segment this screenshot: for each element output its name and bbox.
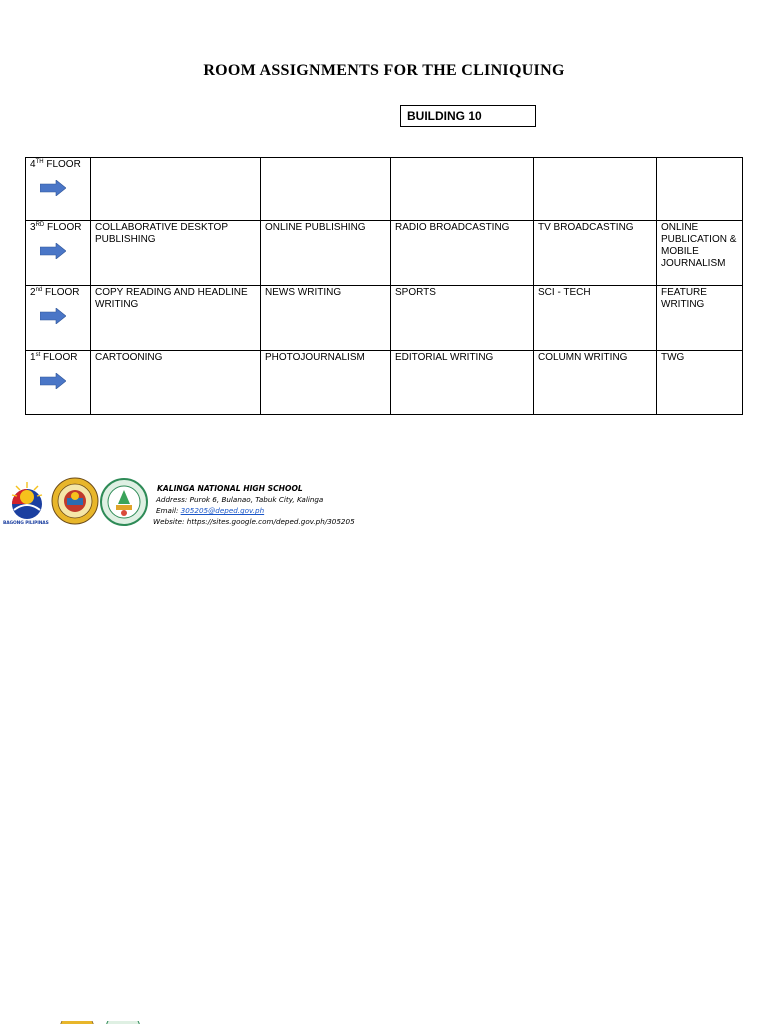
floor-cell <box>26 158 91 221</box>
table-row <box>26 351 743 415</box>
document-title: ROOM ASSIGNMENTS FOR THE CLINIQUING <box>203 62 565 79</box>
arrow-right-icon <box>40 308 66 324</box>
floor-cell <box>26 221 91 286</box>
floor-number: 4 <box>30 159 36 170</box>
arrow-right-icon <box>40 373 66 389</box>
floor-word: FLOOR <box>40 352 78 363</box>
room-cell <box>534 158 657 221</box>
floor-word: FLOOR <box>42 287 80 298</box>
school-seal <box>100 478 148 526</box>
room-cell: CARTOONING <box>91 351 261 415</box>
room-cell <box>391 158 534 221</box>
email-label: Email: <box>156 506 181 515</box>
room-cell <box>657 158 743 221</box>
room-cell <box>91 158 261 221</box>
floor-label <box>30 287 86 299</box>
building-label: BUILDING 10 <box>400 105 536 127</box>
floor-label <box>30 159 86 171</box>
email-link[interactable]: 305205@deped.gov.ph <box>180 506 265 515</box>
next-page-seals <box>0 1016 200 1024</box>
bagong-pilipinas-text: BAGONG PILIPINAS <box>3 521 49 526</box>
room-cell: TWG <box>657 351 743 415</box>
footer <box>0 476 380 532</box>
floor-number: 3 <box>30 222 36 233</box>
room-cell: RADIO BROADCASTING <box>391 221 534 286</box>
room-cell: COLUMN WRITING <box>534 351 657 415</box>
room-cell: ONLINE PUBLISHING <box>261 221 391 286</box>
floor-ordinal-suffix: st <box>35 352 41 358</box>
floor-ordinal-suffix: TH <box>35 159 44 165</box>
room-cell: ONLINE PUBLICATION & MOBILE JOURNALISM <box>657 221 743 286</box>
room-cell: EDITORIAL WRITING <box>391 351 534 415</box>
floor-word: FLOOR <box>43 159 81 170</box>
room-cell: TV BROADCASTING <box>534 221 657 286</box>
room-cell: SCI - TECH <box>534 286 657 351</box>
room-cell: FEATURE WRITING <box>657 286 743 351</box>
room-cell: PHOTOJOURNALISM <box>261 351 391 415</box>
school-email <box>156 505 355 516</box>
division-seal <box>51 476 99 526</box>
room-cell: SPORTS <box>391 286 534 351</box>
floor-ordinal-suffix: RD <box>35 222 45 228</box>
floor-label <box>30 352 86 364</box>
floor-number: 2 <box>30 287 36 298</box>
table-row <box>26 221 743 286</box>
room-cell: COLLABORATIVE DESKTOP PUBLISHING <box>91 221 261 286</box>
room-cell: COPY READING AND HEADLINE WRITING <box>91 286 261 351</box>
room-cell: NEWS WRITING <box>261 286 391 351</box>
floor-cell <box>26 351 91 415</box>
arrow-right-icon <box>40 180 66 196</box>
floor-label <box>30 222 86 234</box>
table-row <box>26 286 743 351</box>
school-name: KALINGA NATIONAL HIGH SCHOOL <box>157 484 303 493</box>
room-cell <box>261 158 391 221</box>
floor-ordinal-suffix: nd <box>35 287 43 293</box>
floor-word: FLOOR <box>44 222 82 233</box>
table-row <box>26 158 743 221</box>
school-info <box>153 483 355 527</box>
floor-cell <box>26 286 91 351</box>
room-assignment-table <box>25 157 743 415</box>
arrow-right-icon <box>40 243 66 259</box>
school-website: Website: https://sites.google.com/deped.gov.ph/305205 <box>153 517 355 526</box>
school-address: Address: Purok 6, Bulanao, Tabuk City, Kalinga <box>156 495 324 504</box>
floor-number: 1 <box>30 352 36 363</box>
bagong-pilipinas-logo <box>6 480 48 522</box>
